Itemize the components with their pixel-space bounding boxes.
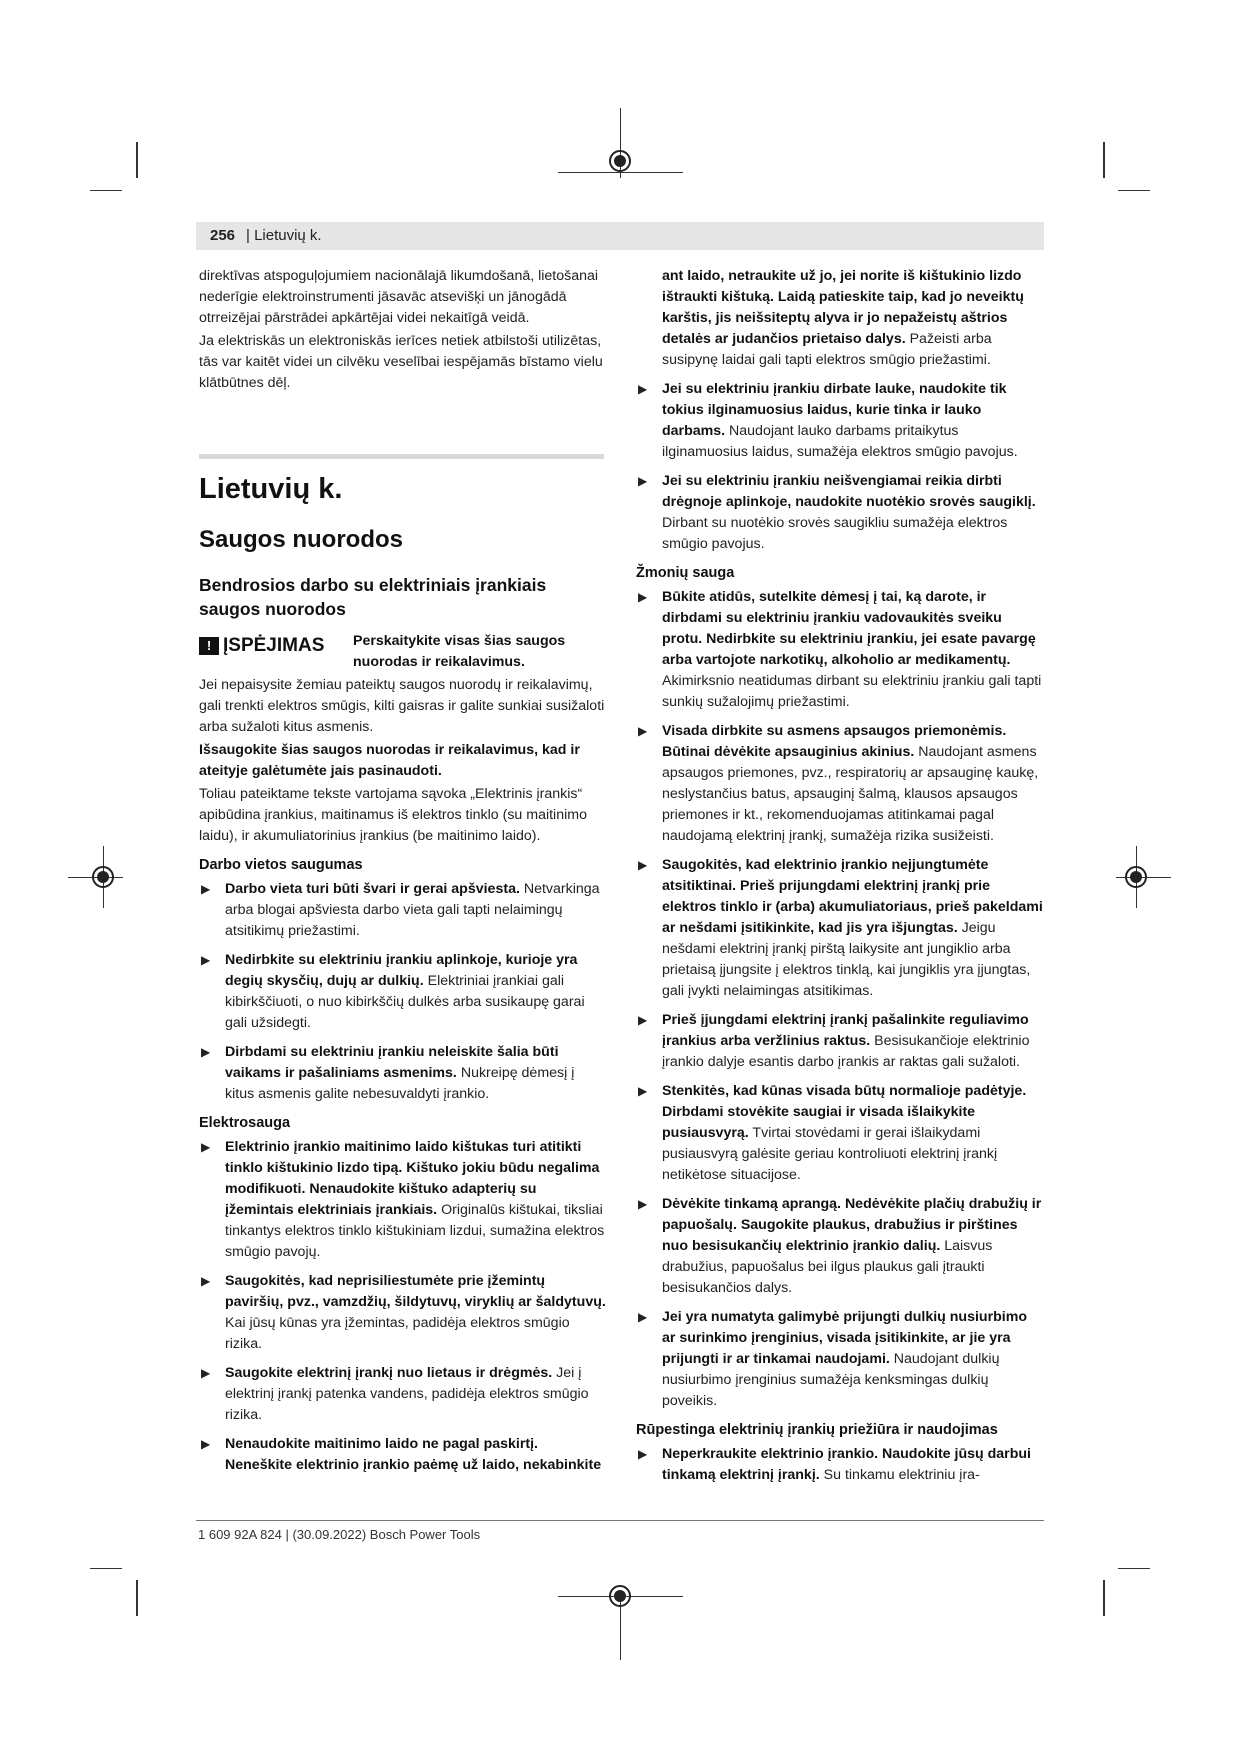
registration-mark-icon [92,866,114,888]
crop-mark [1103,142,1105,178]
bullet-arrow-icon: ▶ [638,382,648,396]
tool-care-heading: Rūpestinga elektrinių įrankių priežiūra ir naudojimas [636,1422,998,1438]
term-definition: Toliau pateiktame tekste vartojama sąvoka „Elektrinis įrankis“ apibūdina įrankius, maitinamus iš elektros tinklo (su maitinimo laidu), ir akumuliatorinius įrankius (be maitinimo laido). [199,786,587,844]
electrical-safety-heading: Elektrosauga [199,1115,291,1131]
crop-mark [136,142,138,178]
list-item: ▶ Nenaudokite maitinimo laido ne pagal paskirtį. Neneškite elektrinio įrankio paėmę už laido, nekabinkite [201,1436,602,1473]
crop-mark [1118,190,1150,191]
safety-heading: Saugos nuorodos [199,526,403,553]
list-item: ▶ Dirbdami su elektriniu įrankiu neleiskite šalia būti vaikams ir pašaliniams asmenims. Nukreipę dėmesį į kitus asmenis galite nebesuvaldyti įrankio. [201,1044,575,1102]
list-item: ▶ Saugokite elektrinį įrankį nuo lietaus ir drėgmės. Jei į elektrinį įrankį patenka vandens, padidėja elektros smūgio rizika. [201,1365,589,1423]
bullet-arrow-icon: ▶ [201,1045,211,1059]
crop-mark [1103,1580,1105,1616]
list-item: ▶ Jei su elektriniu įrankiu neišvengiamai reikia dirbti drėgnoje aplinkoje, naudokite nuotėkio srovės saugiklį. Dirbant su nuotėkio srovės saugikliu sumažėja elektros smūgio pavojus. [638,473,1036,552]
bullet-arrow-icon: ▶ [638,1084,648,1098]
warning-icon: ! [199,637,219,655]
registration-mark-icon [609,150,631,172]
left-column [199,266,607,1484]
warning-block [199,631,607,673]
personal-safety-heading: Žmonių sauga [636,565,735,581]
right-column [636,266,1044,1494]
warning-body: Jei nepaisysite žemiau pateiktų saugos nuorodų ir reikalavimų, gali trenkti elektros smūgis, kilti gaisras ir galite sunkiai susižaloti arba sužaloti kitus asmenis. [199,677,605,735]
registration-mark-icon [609,1585,631,1607]
list-item: ▶ Saugokitės, kad neprisiliestumėte prie įžemintų paviršių, pvz., vamzdžių, šildytuvų, viryklių ar šaldytuvų. Kai jūsų kūnas yra įžemintas, padidėja elektros smūgio rizika. [201,1273,606,1352]
list-item: ▶ Darbo vieta turi būti švari ir gerai apšviesta. Netvarkinga arba blogai apšviesta darbo vieta gali tapti nelaimingų atsitikimų priežastimi. [201,881,600,939]
list-item: ▶ Dėvėkite tinkamą aprangą. Nedėvėkite plačių drabužių ir papuošalų. Saugokite plaukus, drabužius ir pirštines nuo besisukančių elektrinio įrankio dalių. Laisvus drabužius, papuošalus bei ilgus plaukus gali įtraukti besisukančios dalys. [638,1196,1042,1296]
language-heading: Lietuvių k. [199,473,343,505]
bullet-arrow-icon: ▶ [201,1140,211,1154]
bullet-arrow-icon: ▶ [638,1447,648,1461]
registration-mark-icon [1125,866,1147,888]
list-item: ▶ Prieš įjungdami elektrinį įrankį pašalinkite reguliavimo įrankius arba veržlinius raktus. Besisukančioje elektrinio įrankio dalyje esantis darbo įrankis ar raktas gali sužaloti. [638,1012,1030,1070]
intro-paragraph: Ja elektriskās un elektroniskās ierīces netiek atbilstoši utilizētas, tās var kaitēt videi un cilvēku veselībai iespējamās bīstamo vielu klātbūtnes dēļ. [199,333,603,391]
keep-instructions: Išsaugokite šias saugos nuorodas ir reikalavimus, kad ir ateityje galėtumėte jais pasinaudoti. [199,742,580,779]
crop-mark [90,190,122,191]
bullet-arrow-icon: ▶ [201,1437,211,1451]
bullet-arrow-icon: ▶ [201,1274,211,1288]
bullet-arrow-icon: ▶ [638,474,648,488]
section-divider [199,454,604,459]
page-header [196,222,1044,250]
bullet-arrow-icon: ▶ [638,724,648,738]
bullet-arrow-icon: ▶ [638,1197,648,1211]
crop-mark [1118,1568,1150,1569]
list-item: ▶ Stenkitės, kad kūnas visada būtų normalioje padėtyje. Dirbdami stovėkite saugiai ir visada išlaikykite pusiausvyrą. Tvirtai stovėdami ir gerai išlaikydami pusiausvyrą galėsite geriau kontroliuoti elektrinį įrankį netikėtose situacijose. [638,1083,1027,1183]
bullet-arrow-icon: ▶ [201,1366,211,1380]
list-item: ▶ Saugokitės, kad elektrinio įrankio neįjungtumėte atsitiktinai. Prieš prijungdami elektrinį įrankį prie elektros tinklo ir (arba) akumuliatoriaus, prieš pakeldami ar nešdami įsitikinkite, kad jis yra išjungtas. Jeigu nešdami elektrinį įrankį pirštą laikysite ant jungiklio arba prietaisą įjungsite į elektros tinklą, kai jungiklis yra įjungtas, gali įvykti nelaimingas atsitikimas. [638,857,1043,999]
page-number: 256 [210,227,236,244]
workplace-safety-heading: Darbo vietos saugumas [199,857,363,873]
intro-paragraph: direktīvas atspoguļojumiem nacionālajā likumdošanā, lietošanai nederīgie elektroinstrumenti jāsavāc atsevišķi un jānogādā otrreizējai pārstrādei apkārtējai videi nekaitīgā veidā. [199,268,599,326]
crop-mark [90,1568,122,1569]
header-section: | Lietuvių k. [246,227,322,244]
warning-label: ! ĮSPĖJIMAS [199,635,324,656]
bullet-arrow-icon: ▶ [638,1310,648,1324]
list-item: ▶ Neperkraukite elektrinio įrankio. Naudokite jūsų darbui tinkamą elektrinį įrankį. Su tinkamu elektriniu įra- [638,1446,1031,1483]
bullet-arrow-icon: ▶ [201,882,211,896]
general-safety-heading: Bendrosios darbo su elektriniais įrankiais saugos nuorodos [199,575,547,619]
list-item: ▶ Elektrinio įrankio maitinimo laido kištukas turi atitikti tinklo kištukinio lizdo tipą. Kištuko jokiu būdu negalima modifikuoti. Nenaudokite kištuko adapterių su įžemintais elektriniais įrankiais. Originalūs kištukai, tiksliai tinkantys elektros tinklo kištukiniam lizdui, sumažina elektros smūgio pavojų. [201,1139,605,1260]
warning-text: Perskaitykite visas šias saugos nuorodas ir reikalavimus. [353,633,566,670]
footer-divider [196,1520,1044,1521]
list-item: ▶ Jei su elektriniu įrankiu dirbate lauke, naudokite tik tokius ilginamuosius laidus, kurie tinka ir lauko darbams. Naudojant lauko darbams pritaikytus ilginamuosius laidus, sumažėja elektros smūgio pavojus. [638,381,1018,460]
page-footer: 1 609 92A 824 | (30.09.2022) Bosch Power Tools [198,1527,481,1542]
bullet-arrow-icon: ▶ [638,590,648,604]
list-item: ▶ Visada dirbkite su asmens apsaugos priemonėmis. Būtinai dėvėkite apsauginius akinius. Naudojant asmens apsaugos priemones, pvz., respiratorių ar apsauginę kaukę, neslystančius batus, apsauginį šalmą, klausos apsaugos priemones ir kt., rekomenduojamas atitinkamai pagal naudojamą elektrinį įrankį, sumažėja rizika susižeisti. [638,723,1039,844]
bullet-arrow-icon: ▶ [201,953,211,967]
crop-mark [136,1580,138,1616]
bullet-arrow-icon: ▶ [638,1013,648,1027]
bullet-arrow-icon: ▶ [638,858,648,872]
list-item: ▶ Nedirbkite su elektriniu įrankiu aplinkoje, kurioje yra degių skysčių, dujų ar dulkių. Elektriniai įrankiai gali kibirkščiuoti, o nuo kibirkščių dulkės arba susikaupę garai gali užsidegti. [201,952,585,1031]
list-item-continued: ant laido, netraukite už jo, jei norite iš kištukinio lizdo ištraukti kištuką. Laidą patieskite taip, kad jo neveiktų karštis, jis neišsiteptų alyva ir jo nepažeistų aštrios detalės ar judančios prietaiso dalys. Pažeisti arba susipynę laidai gali tapti elektros smūgio priežastimi. [662,268,1024,368]
list-item: ▶ Būkite atidūs, sutelkite dėmesį į tai, ką darote, ir dirbdami su elektriniu įrankiu vadovaukitės sveiku protu. Nedirbkite su elektriniu įrankiu, jei esate pavargę arba vartojote narkotikų, alkoholio ar medikamentų. Akimirksnio neatidumas dirbant su elektriniu įrankiu gali tapti sunkių sužalojimų priežastimi. [638,589,1042,710]
list-item: ▶ Jei yra numatyta galimybė prijungti dulkių nusiurbimo ar surinkimo įrenginius, visada įsitikinkite, ar jie yra prijungti ir ar tinkamai naudojami. Naudojant dulkių nusiurbimo įrenginius sumažėja kenksmingas dulkių poveikis. [638,1309,1027,1409]
